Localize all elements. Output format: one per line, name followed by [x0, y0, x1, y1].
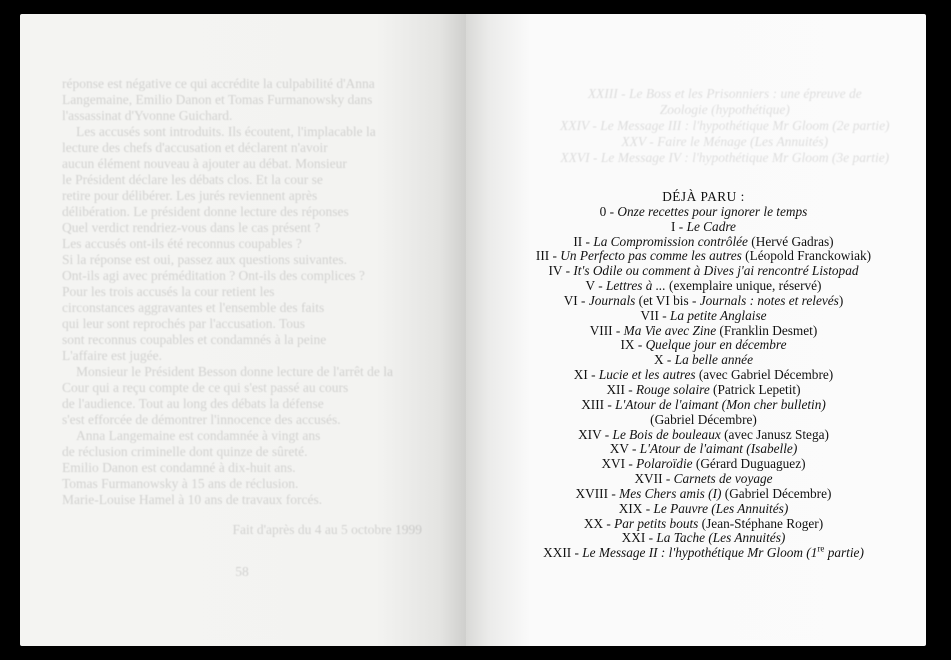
- ghost-line: Quel verdict rendriez-vous dans le cas présent ?: [62, 220, 321, 235]
- list-item: [485, 517, 922, 532]
- item-number: XI -: [573, 367, 599, 383]
- item-title-secondary: Journals : notes et relevés: [699, 292, 839, 308]
- list-item: [485, 249, 922, 264]
- item-note: (et VI bis -: [635, 292, 700, 308]
- ghost-line: le Président déclare les débats clos. Et la cour se: [62, 172, 323, 187]
- item-number: XX -: [583, 515, 615, 531]
- ghost-line: l'assassinat d'Yvonne Guichard.: [62, 108, 233, 123]
- item-note: (avec Janusz Stega): [720, 426, 829, 442]
- item-note: (Jean-Stéphane Roger): [698, 515, 824, 531]
- item-number: X -: [654, 352, 675, 368]
- item-number: XVI -: [601, 456, 637, 472]
- list-item: [485, 457, 922, 472]
- item-title: Lucie et les autres: [598, 367, 696, 383]
- item-number: I -: [671, 218, 687, 234]
- ghost-line: de l'audience. Tout au long des débats la défense: [62, 396, 324, 411]
- ghost-line: Monsieur le Président Besson donne lecture de l'arrêt de la: [76, 364, 393, 379]
- item-title: Lettres à ...: [605, 278, 666, 294]
- item-number: IV -: [548, 263, 574, 279]
- list-item: [485, 235, 922, 250]
- ghost-line: Tomas Furmanowsky à 15 ans de réclusion.: [62, 476, 299, 491]
- list-item: [485, 413, 922, 428]
- list-item: [485, 487, 922, 502]
- item-title: L'Atour de l'aimant (Isabelle): [639, 441, 798, 457]
- show-through-text-right: [560, 86, 890, 166]
- ghost-line: Anna Langemaine est condamnée à vingt ans: [76, 428, 321, 443]
- item-title: Ma Vie avec Zine: [623, 322, 717, 338]
- item-note: (Gérard Duguaguez): [692, 456, 806, 472]
- list-item: [485, 543, 922, 561]
- ghost-line: XXIV - Le Message III : l'hypothétique Mr Gloom (2e partie): [560, 118, 890, 133]
- list-heading: DÉJÀ PARU :: [662, 189, 745, 204]
- ghost-line: Pour les trois accusés la cour retient les: [62, 284, 275, 299]
- list-item: [485, 309, 922, 324]
- item-title: Polaroïdie: [636, 456, 693, 472]
- item-number: IX -: [620, 337, 646, 353]
- ghost-line: XXIII - Le Boss et les Prisonniers : une épreuve de: [587, 86, 862, 101]
- item-number: III -: [535, 248, 561, 264]
- list-item: [485, 398, 922, 413]
- item-title: Mes Chers amis (I): [619, 485, 722, 501]
- item-title: La Compromission contrôlée: [593, 233, 748, 249]
- published-list: [485, 190, 922, 561]
- item-note: (Léopold Franckowiak): [741, 248, 872, 264]
- ghost-line: délibération. Le président donne lecture des réponses: [62, 204, 349, 219]
- item-note-secondary: ): [838, 292, 844, 308]
- item-title-secondary: partie): [824, 545, 864, 561]
- list-item: [485, 442, 922, 457]
- list-item: [485, 205, 922, 220]
- ghost-line: aucun élément nouveau à ajouter au débat. Monsieur: [62, 156, 347, 171]
- list-entries: [485, 205, 922, 561]
- item-title: Rouge solaire: [635, 381, 710, 397]
- item-superscript: re: [817, 543, 825, 554]
- ghost-line: Les accusés sont introduits. Ils écoutent, l'implacable la: [76, 124, 376, 139]
- item-number: XIV -: [578, 426, 613, 442]
- item-number: XV -: [609, 441, 640, 457]
- ghost-line: Zoologie (hypothétique): [659, 102, 790, 117]
- ghost-footer: Fait d'après du 4 au 5 octobre 1999: [232, 522, 422, 537]
- item-note: (exemplaire unique, réservé): [665, 278, 822, 294]
- item-note: (Hervé Gadras): [747, 233, 834, 249]
- item-title: It's Odile ou comment à Dives j'ai rencontré Listopad: [573, 263, 859, 279]
- item-number: XIX -: [618, 500, 654, 516]
- list-item: [485, 279, 922, 294]
- item-number: VI -: [563, 292, 589, 308]
- item-note: (Patrick Lepetit): [709, 381, 801, 397]
- item-title: La petite Anglaise: [670, 307, 767, 323]
- list-item: [485, 368, 922, 383]
- list-item: [485, 220, 922, 235]
- item-title: Un Perfecto pas comme les autres: [560, 248, 742, 264]
- ghost-line: Les accusés ont-ils été reconnus coupables ?: [62, 236, 302, 251]
- list-item: [485, 472, 922, 487]
- ghost-line: Langemaine, Emilio Danon et Tomas Furmanowsky dans: [62, 92, 373, 107]
- item-note: (Franklin Desmet): [716, 322, 818, 338]
- item-number: VII -: [640, 307, 670, 323]
- item-title: Le Cadre: [686, 218, 736, 234]
- ghost-line: de réclusion criminelle dont quinze de sûreté.: [62, 444, 308, 459]
- list-item: [485, 428, 922, 443]
- ghost-page-number: 58: [235, 564, 249, 579]
- ghost-line: s'est efforcée de démontrer l'innocence des accusés.: [62, 412, 341, 427]
- ghost-line: lecture des chefs d'accusation et déclarent n'avoir: [62, 140, 328, 155]
- item-number: XVIII -: [575, 485, 620, 501]
- list-item: [485, 383, 922, 398]
- item-number: V -: [585, 278, 606, 294]
- ghost-line: XXV - Faire le Ménage (Les Annuités): [621, 134, 829, 149]
- list-item: [485, 353, 922, 368]
- item-title: Le Bois de bouleaux: [612, 426, 721, 442]
- ghost-line: circonstances aggravantes et l'ensemble des faits: [62, 300, 325, 315]
- item-title: La Tache (Les Annuités): [656, 530, 786, 546]
- ghost-line: Si la réponse est oui, passez aux questions suivantes.: [62, 252, 347, 267]
- ghost-line: L'affaire est jugée.: [62, 348, 163, 363]
- ghost-line: Cour qui a reçu compte de ce qui s'est passé au cours: [62, 380, 349, 395]
- item-number: XXII -: [543, 545, 583, 561]
- item-title: L'Atour de l'aimant (Mon cher bulletin): [615, 396, 826, 412]
- item-title: Par petits bouts: [614, 515, 699, 531]
- item-note: (Gabriel Décembre): [721, 485, 832, 501]
- item-title: Carnets de voyage: [673, 471, 773, 487]
- ghost-line: qui leur sont reprochés par l'accusation. Tous: [62, 316, 306, 331]
- item-title: Quelque jour en décembre: [645, 337, 787, 353]
- item-number: XVII -: [634, 471, 674, 487]
- ghost-line: Emilio Danon est condamné à dix-huit ans.: [62, 460, 296, 475]
- ghost-line: XXVI - Le Message IV : l'hypothétique Mr Gloom (3e partie): [560, 150, 890, 165]
- list-item: [485, 338, 922, 353]
- item-number: XIII -: [581, 396, 616, 412]
- item-number: XXI -: [621, 530, 657, 546]
- ghost-line: retire pour délibérer. Les jurés reviennent après: [62, 188, 318, 203]
- ghost-line: réponse est négative ce qui accrédite la culpabilité d'Anna: [62, 76, 375, 91]
- item-number: XII -: [606, 381, 636, 397]
- item-number: II -: [573, 233, 594, 249]
- ghost-line: sont reconnus coupables et condamnés à la peine: [62, 332, 327, 347]
- item-title: Journals: [588, 292, 636, 308]
- list-item: [485, 324, 922, 339]
- list-item: [485, 294, 922, 309]
- item-note: (avec Gabriel Décembre): [695, 367, 834, 383]
- item-title: Le Pauvre (Les Annuités): [653, 500, 789, 516]
- list-item: [485, 502, 922, 517]
- item-number: 0 -: [599, 203, 618, 219]
- list-item: [485, 264, 922, 279]
- item-title: Onze recettes pour ignorer le temps: [617, 203, 808, 219]
- ghost-line: Ont-ils agi avec préméditation ? Ont-ils des complices ?: [62, 268, 365, 283]
- item-title: La belle année: [674, 352, 753, 368]
- show-through-text-left: [62, 76, 422, 580]
- ghost-line: Marie-Louise Hamel à 10 ans de travaux forcés.: [62, 492, 323, 507]
- item-note: (Gabriel Décembre): [650, 411, 757, 427]
- item-number: VIII -: [589, 322, 624, 338]
- item-title: Le Message II : l'hypothétique Mr Gloom (1: [582, 545, 818, 561]
